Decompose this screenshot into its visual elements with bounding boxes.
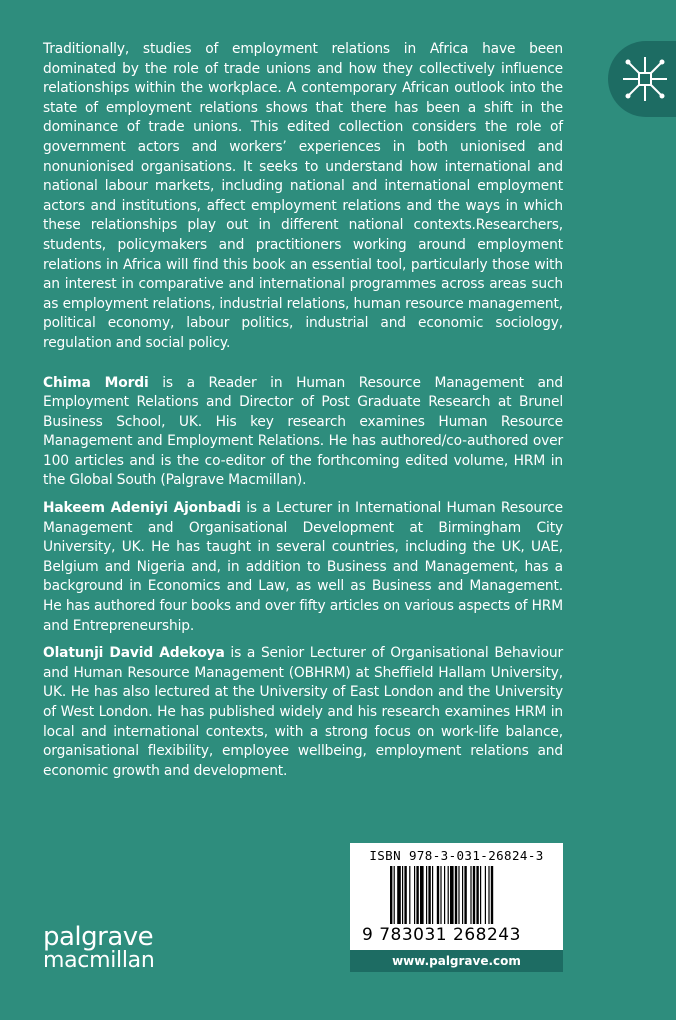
barcode-bar — [476, 866, 478, 924]
author-bio-text: is a Lecturer in International Human Resource Management and Organisational Development at Birmingham City University, UK. He has taught in several countries, including the UK, UAE, Belgium and Nigeria and, in addition to Business and Management, has a background in Economics and Law, as well as Business and Management. He has authored four books and over fifty articles on various aspects of HRM and Entrepreneurship. — [43, 500, 563, 634]
barcode-bar — [402, 866, 403, 924]
barcode-bar — [455, 866, 457, 924]
barcode-digits: 9 783031 268243 — [362, 925, 521, 945]
barcode-bar — [428, 866, 430, 924]
barcode-bar — [426, 866, 427, 924]
barcode-bar — [437, 866, 439, 924]
isbn-number: ISBN 978-3-031-26824-3 — [369, 848, 544, 863]
barcode-icon — [390, 866, 522, 924]
barcode-bar — [414, 866, 415, 924]
author-name: Chima Mordi — [43, 374, 149, 391]
barcode-bar — [480, 866, 481, 924]
author-bio-text: is a Reader in Human Resource Management and Employment Relations and Director of Post Graduate Research at Brunel Business School, UK. His key research examines Human Resource Management and Employment Relations. He has authored/co-authored over 100 articles and is the co-editor of the forthcoming edited volume, HRM in the Global South (Palgrave Macmillan). — [43, 374, 563, 489]
publisher-badge — [608, 41, 676, 117]
barcode-bar — [464, 866, 466, 924]
author-bio-text: is a Senior Lecturer of Organisational Behaviour and Human Resource Management (OBHRM) at Sheffield Hallam University, UK. He has also lectured at the University of East London and the University of West London. He has published widely and his research examines HRM in local and international contexts, with a strong focus on work-life balance, organisational flexibility, employee wellbeing, employment relations and economic growth and development. — [43, 645, 563, 779]
barcode-bar — [416, 866, 418, 924]
back-cover-text — [43, 40, 563, 789]
author-name: Olatunji David Adekoya — [43, 645, 225, 662]
barcode-bar — [397, 866, 401, 924]
barcode-bar — [394, 866, 395, 924]
author-name: Hakeem Adeniyi Ajonbadi — [43, 500, 241, 517]
barcode-bar — [390, 866, 392, 924]
publisher-name-line2: macmillan — [43, 948, 155, 973]
barcode-bar — [488, 866, 489, 924]
barcode-bar — [450, 866, 454, 924]
barcode-bar — [440, 866, 441, 924]
barcode-bar — [448, 866, 449, 924]
barcode-bar — [404, 866, 406, 924]
book-blurb: Traditionally, studies of employment relations in Africa have been dominated by the role of trade unions and how they collectively influence relationships within the workplace. A contemporary African outlook into the state of employment relations shows that there has been a shift in the dominance of trade unions. This edited collection considers the role of government actors and workers’ experiences in both unionised and nonunionised organisations. It seeks to understand how international and national labour markets, including national and international employment actors and institutions, affect employment relations and the ways in which these relationships play out in different national contexts.Researchers, students, policymakers and practitioners working around employment relations in Africa will find this book an essential tool, particularly those with an interest in comparative and international programmes across areas such as employment relations, industrial relations, human resource management, political economy, labour politics, industrial and economic sociology, regulation and social policy. — [43, 41, 563, 351]
barcode-bar — [432, 866, 433, 924]
barcode-bar — [470, 866, 471, 924]
barcode-bar — [491, 866, 493, 924]
barcode-bar — [420, 866, 424, 924]
barcode-bar — [409, 866, 410, 924]
barcode-bar — [462, 866, 463, 924]
barcode-panel — [350, 843, 563, 950]
publisher-name-line1: palgrave — [43, 922, 154, 952]
barcode-bar — [473, 866, 475, 924]
palgrave-network-logo-icon — [620, 53, 670, 105]
barcode-bar — [444, 866, 445, 924]
author-bio-2 — [43, 499, 563, 636]
author-bio-3 — [43, 644, 563, 781]
barcode-bar — [458, 866, 459, 924]
author-bio-1 — [43, 374, 563, 492]
barcode-bar — [485, 866, 486, 924]
publisher-logo — [43, 922, 155, 973]
publisher-url: www.palgrave.com — [350, 950, 563, 972]
